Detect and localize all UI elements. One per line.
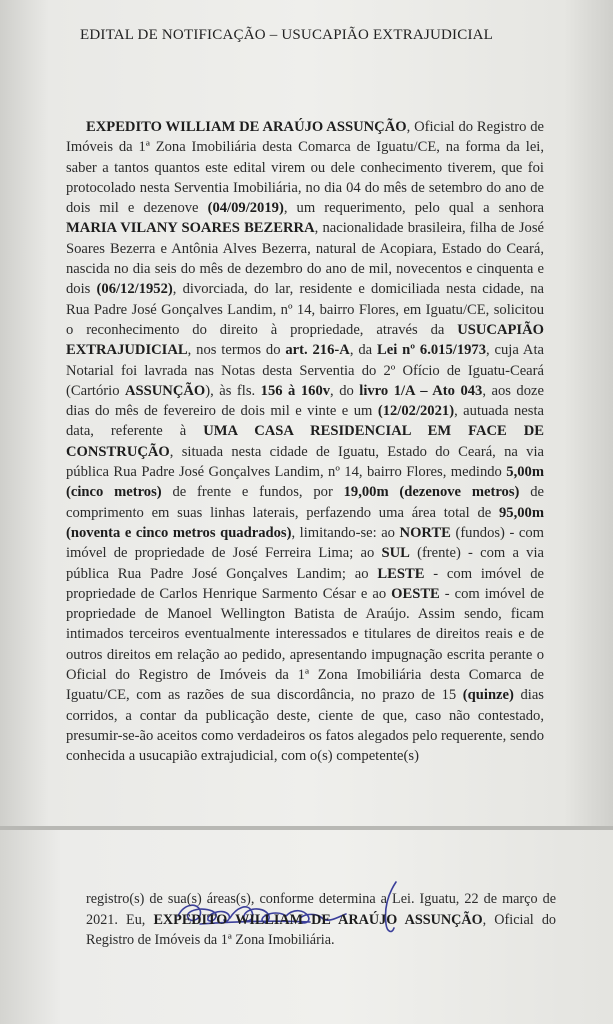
bold-text-segment: 156 à 160v — [260, 382, 331, 399]
text-segment: - com imóvel de propriedade de Carlos Henrique Sarmento César e ao — [66, 565, 544, 602]
bold-text-segment: (quinze) — [462, 687, 514, 704]
text-segment: , aos doze dias do mês de fevereiro de dois mil e vinte e um — [66, 382, 544, 420]
bold-text-segment: SUL — [381, 545, 410, 562]
text-segment: (fundos) - com imóvel de propriedade de José Ferreira Lima; ao — [66, 524, 544, 562]
bold-text-segment: 19,00m (dezenove metros) — [343, 484, 520, 501]
bold-text-segment: LESTE — [377, 565, 425, 582]
text-segment: , nos termos do — [187, 342, 286, 359]
bold-text-segment: 95,00m (noventa e cinco metros quadrados) — [66, 504, 544, 541]
bold-text-segment: 5,00m (cinco metros) — [66, 464, 544, 501]
bold-text-segment: NORTE — [399, 524, 451, 541]
text-segment: , limitando-se: ao — [291, 524, 400, 541]
text-segment: ), às fls. — [205, 382, 261, 399]
bold-text-segment: (06/12/1952) — [96, 281, 173, 298]
text-segment: , nacionalidade brasileira, filha de José Soares Bezerra e Antônia Alves Bezerra, natural de Acopiara, Estado do Ceará, nascida no dia seis do mês de dezembro do ano de mil, novecentos e cinquenta e dois — [66, 220, 544, 298]
text-segment: , da — [349, 342, 377, 359]
bold-text-segment: USUCAPIÃO EXTRAJUDICIAL — [66, 321, 544, 359]
bold-text-segment: EXPEDITO WILLIAM DE ARAÚJO ASSUNÇÃO — [86, 119, 407, 135]
text-segment: , Oficial do Registro de Imóveis da 1ª Zona Imobiliária. — [86, 911, 557, 948]
text-segment: - com imóvel de propriedade de Manoel Wellington Batista de Araújo. Assim sendo, ficam intimados terceiros eventualmente interessados e titulares de direitos reais e de outros direitos em relação ao pedido, apresentando impugnação escrita perante o Oficial do Registro de Imóveis da 1ª Zona Imobiliária desta Comarca de Iguatu/CE, com as razões de sua discordância, no prazo de 15 — [66, 585, 545, 704]
text-segment: , um requerimento, pelo qual a senhora — [283, 200, 544, 217]
bold-text-segment: Lei nº 6.015/1973 — [376, 342, 487, 359]
text-segment: (frente) - com a via pública Rua Padre José Gonçalves Landim; ao — [66, 545, 544, 582]
document-closing — [86, 889, 556, 951]
text-segment: , situada nesta cidade de Iguatu, Estado do Ceará, na via pública Rua Padre José Gonçalves Landim, nº 14, bairro Flores, medindo — [66, 443, 544, 481]
bold-text-segment: (04/09/2019) — [207, 200, 284, 217]
bold-text-segment: art. 216-A — [285, 342, 350, 359]
bold-text-segment: UMA CASA RESIDENCIAL EM FACE DE CONSTRUÇÃO — [66, 423, 544, 460]
bold-text-segment: MARIA VILANY SOARES BEZERRA — [66, 220, 315, 237]
bold-text-segment: EXPEDITO WILLIAM DE ARAÚJO ASSUNÇÃO — [153, 911, 483, 928]
bold-text-segment: livro 1/A – Ato 043 — [359, 382, 483, 399]
bold-text-segment: ASSUNÇÃO — [125, 382, 206, 399]
text-segment: registro(s) de sua(s) áreas(s), conforme determina a Lei. Iguatu, 22 de março de 2021. Eu, — [86, 891, 556, 928]
text-segment: , Oficial do Registro de Imóveis da 1ª Zona Imobiliária desta Comarca de Iguatu/CE, na forma da lei, saber a tantos quantos este edital virem ou dele conhecimento tiverem, que foi protocolado nesta Serventia Imobiliária, no dia 04 do mês de setembro do ano de dois mil e dezenove — [66, 119, 544, 217]
document-body — [66, 117, 544, 767]
text-segment: , do — [330, 382, 360, 399]
text-segment: , cuja Ata Notarial foi lavrada nas Notas desta Serventia do 2º Ofício de Iguatu-Ceará (Cartório — [66, 342, 544, 399]
text-segment: de frente e fundos, por — [161, 484, 344, 501]
document-title: EDITAL DE NOTIFICAÇÃO – USUCAPIÃO EXTRAJUDICIAL — [80, 27, 494, 43]
bold-text-segment: (12/02/2021) — [377, 403, 455, 420]
text-segment: de comprimento em suas linhas laterais, perfazendo uma área total de — [66, 484, 544, 521]
text-segment: dias corridos, a contar da publicação deste, ciente de que, caso não contestado, presumir-se-ão aceitos como verdadeiros os fatos alegados pelo requerente, sendo conhecida a usucapião extrajudicial, com o(s) competente(s) — [66, 687, 544, 765]
text-segment: , divorciada, do lar, residente e domiciliada nesta cidade, na Rua Padre José Gonçalves Landim, nº 14, bairro Flores, em Iguatu/CE, solicitou o reconhecimento do direito à propriedade, através da — [66, 281, 544, 338]
bold-text-segment: OESTE — [391, 585, 440, 602]
text-segment: , autuada nesta data, referente à — [66, 403, 544, 440]
